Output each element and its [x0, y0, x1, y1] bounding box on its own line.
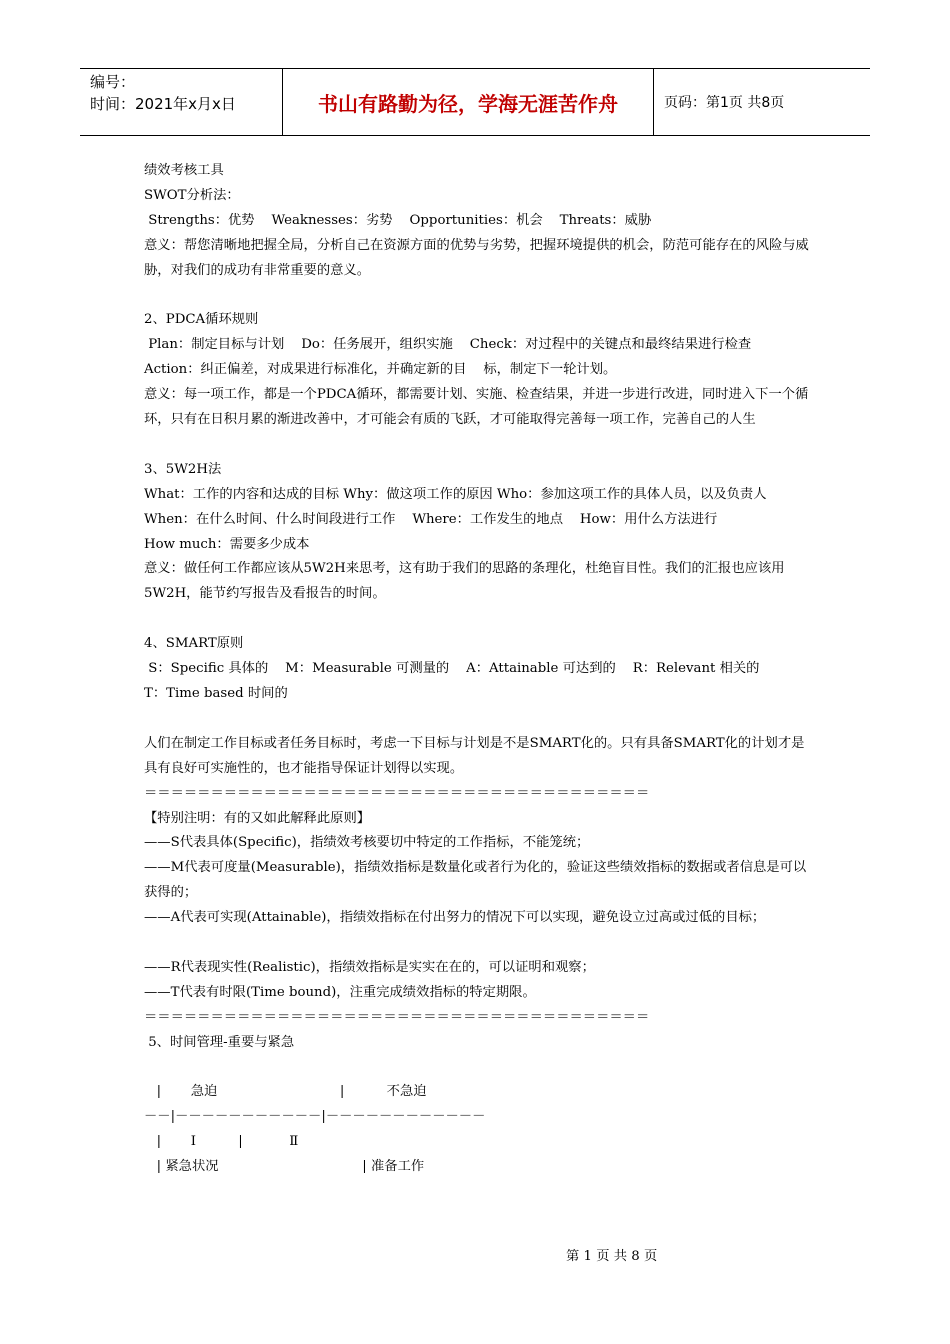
blank-line: [144, 1056, 809, 1081]
body-line: Plan：制定目标与计划 Do：任务展开，组织实施 Check：对过程中的关键点和最终结果进行检查: [144, 337, 752, 353]
body-line: When：在什么时间、什么时间段进行工作 Where：工作发生的地点 How：用什么方法进行: [144, 511, 718, 527]
header-meta: [80, 69, 282, 135]
body-line: －－|－－－－－－－－－－－|－－－－－－－－－－－－: [144, 1109, 486, 1125]
header-page-number: 页码：第1页 共8页: [664, 95, 785, 111]
blank-line: [144, 433, 809, 458]
body-line: ＝＝＝＝＝＝＝＝＝＝＝＝＝＝＝＝＝＝＝＝＝＝＝＝＝＝＝＝＝＝＝＝＝＝＝＝＝＝: [144, 785, 650, 801]
body-line: | 急迫 | 不急迫: [144, 1084, 427, 1100]
body-line: 2、PDCA循环规则: [144, 312, 259, 328]
body-line: ——A代表可实现(Attainable)，指绩效指标在付出努力的情况下可以实现，避免设立过高或过低的目标；: [144, 910, 766, 926]
body-line: ——R代表现实性(Realistic)，指绩效指标是实实在在的，可以证明和观察；: [144, 959, 595, 975]
body-line: T：Time based 时间的: [144, 685, 288, 701]
body-line: 意义：帮您清晰地把握全局，分析自己在资源方面的优势与劣势，把握环境提供的机会，防范可能存在的风险与威胁，对我们的成功有非常重要的意义。: [144, 237, 809, 278]
body-line: ——S代表具体(Specific)，指绩效考核要切中特定的工作指标，不能笼统；: [144, 835, 590, 851]
footer-page-label: 第 1 页 共 8 页: [566, 1249, 658, 1264]
blank-line: [144, 284, 809, 309]
body-line: Strengths：优势 Weaknesses：劣势 Opportunities：机会 Threats：威胁: [144, 212, 652, 228]
body-line: How much：需要多少成本: [144, 536, 310, 552]
body-line: | 紧急状况 | 准备工作: [144, 1159, 425, 1175]
body-line: 4、SMART原则: [144, 636, 244, 652]
document-number-label: 编号：: [90, 73, 136, 91]
blank-line: [144, 607, 809, 632]
body-line: 5、时间管理-重要与紧急: [144, 1034, 295, 1050]
page-footer: [0, 1245, 950, 1264]
document-date-label: 时间：2021年x月x日: [90, 95, 236, 113]
body-line: ＝＝＝＝＝＝＝＝＝＝＝＝＝＝＝＝＝＝＝＝＝＝＝＝＝＝＝＝＝＝＝＝＝＝＝＝＝＝: [144, 1009, 650, 1025]
body-line: ——T代表有时限(Time bound)，注重完成绩效指标的特定期限。: [144, 984, 536, 1000]
body-line: ——M代表可度量(Measurable)，指绩效指标是数量化或者行为化的，验证这些绩效指标的数据或者信息是可以获得的；: [144, 860, 807, 901]
header-motto: 书山有路勤为径，学海无涯苦作舟: [282, 69, 654, 135]
header-table: [80, 68, 870, 136]
body-line: S：Specific 具体的 M：Measurable 可测量的 A：Attainable 可达到的 R：Relevant 相关的: [144, 661, 760, 677]
body-line: 意义：每一项工作，都是一个PDCA循环，都需要计划、实施、检查结果，并进一步进行改进，同时进入下一个循环，只有在日积月累的渐进改善中，才可能会有质的飞跃，才可能取得完善每一项工作，完善自己的人生: [144, 387, 809, 428]
blank-line: [144, 931, 809, 956]
body-line: | Ⅰ | Ⅱ: [144, 1134, 299, 1150]
body-line: What：工作的内容和达成的目标 Why：做这项工作的原因 Who：参加这项工作的具体人员，以及负责人: [144, 486, 767, 502]
body-line: Action：纠正偏差，对成果进行标准化，并确定新的目 标，制定下一轮计划。: [144, 362, 617, 378]
body-line: 人们在制定工作目标或者任务目标时，考虑一下目标与计划是不是SMART化的。只有具备SMART化的计划才是具有良好可实施性的，也才能指导保证计划得以实现。: [144, 735, 805, 776]
body-line: SWOT分析法：: [144, 187, 240, 203]
blank-line: [144, 707, 809, 732]
body-line: 【特别注明：有的又如此解释此原则】: [144, 810, 371, 826]
body-line: 意义：做任何工作都应该从5W2H来思考，这有助于我们的思路的条理化，杜绝盲目性。我们的汇报也应该用5W2H，能节约写报告及看报告的时间。: [144, 561, 785, 602]
body-line: 3、5W2H法: [144, 461, 222, 477]
document-body: [144, 159, 809, 1180]
body-line: 绩效考核工具: [144, 163, 224, 178]
